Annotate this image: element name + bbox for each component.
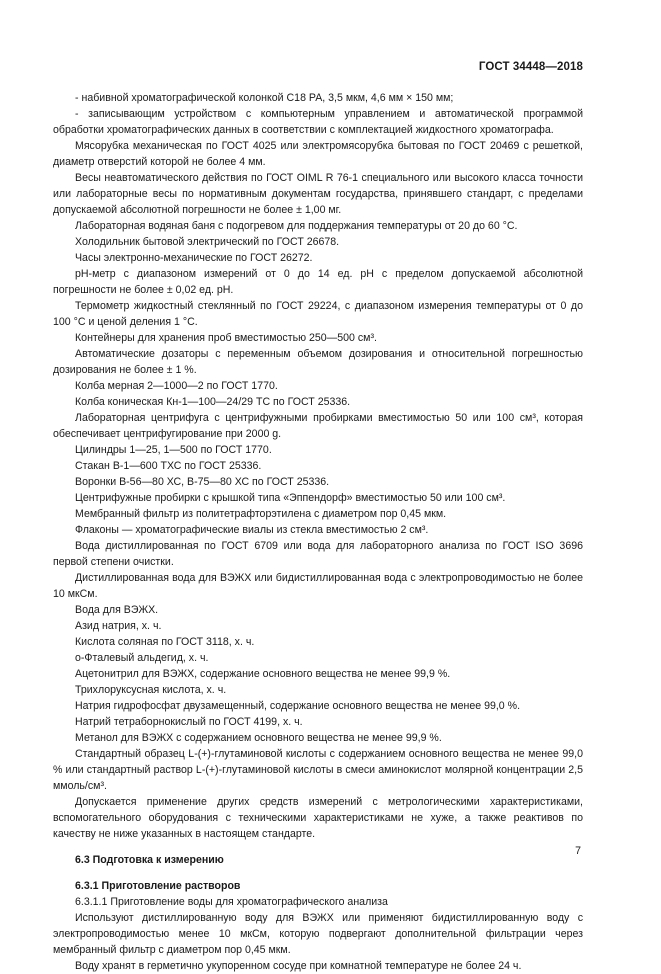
- document-paragraph: Кислота соляная по ГОСТ 3118, х. ч.: [75, 636, 255, 648]
- document-paragraph: - набивной хроматографической колонкой C18 PA, 3,5 мкм, 4,6 мм × 150 мм;: [75, 92, 454, 104]
- document-paragraph: Термометр жидкостный стеклянный по ГОСТ 29224, с диапазоном измерения температуры от 0 до 100 °С и ценой деления 1 °С.: [53, 300, 583, 328]
- document-paragraph: Часы электронно-механические по ГОСТ 26272.: [75, 252, 313, 264]
- document-paragraph: Вода дистиллированная по ГОСТ 6709 или вода для лабораторного анализа по ГОСТ ISO 3696 первой степени очистки.: [53, 540, 583, 568]
- subsection-heading: 6.3.1 Приготовление растворов: [75, 880, 241, 892]
- document-paragraph: Цилиндры 1—25, 1—500 по ГОСТ 1770.: [75, 444, 272, 456]
- document-paragraph: Стакан В-1—600 ТХС по ГОСТ 25336.: [75, 460, 262, 472]
- document-paragraph: Натрий тетраборнокислый по ГОСТ 4199, х. ч.: [75, 716, 303, 728]
- document-paragraph: Трихлоруксусная кислота, х. ч.: [75, 684, 227, 696]
- document-paragraph: Стандартный образец L-(+)-глутаминовой кислоты с содержанием основного вещества не менее 99,0 % или стандартный раствор L-(+)-глутаминовой кислоты в смеси аминокислот молярной концентрации 2,5 ммоль/см³.: [53, 748, 583, 792]
- document-paragraph: Метанол для ВЭЖХ с содержанием основного вещества не менее 99,9 %.: [75, 732, 442, 744]
- document-paragraph: - записывающим устройством с компьютерным управлением и автоматической программой обработки хроматографических данных в соответствии с комплектацией жидкостного хроматографа.: [53, 108, 583, 136]
- document-paragraph: Колба мерная 2—1000—2 по ГОСТ 1770.: [75, 380, 278, 392]
- document-paragraph: Автоматические дозаторы с переменным объемом дозирования и относительной погрешностью дозирования не более ± 1 %.: [53, 348, 583, 376]
- page-number: 7: [575, 845, 581, 857]
- document-id-header: ГОСТ 34448—2018: [478, 61, 583, 73]
- equipment-list: [53, 90, 583, 842]
- document-paragraph: Мембранный фильтр из политетрафторэтилена с диаметром пор 0,45 мкм.: [75, 508, 447, 520]
- subsubsection-heading: 6.3.1.1 Приготовление воды для хроматографического анализа: [75, 896, 388, 908]
- document-paragraph: Контейнеры для хранения проб вместимостью 250—500 см³.: [75, 332, 377, 344]
- document-paragraph: Центрифужные пробирки с крышкой типа «Эппендорф» вместимостью 50 или 100 см³.: [75, 492, 506, 504]
- document-body: [53, 90, 583, 974]
- document-paragraph: pH-метр с диапазоном измерений от 0 до 14 ед. pH с пределом допускаемой абсолютной погрешности не более ± 0,02 ед. pH.: [53, 268, 583, 296]
- document-paragraph: Натрия гидрофосфат двузамещенный, содержание основного вещества не менее 99,0 %.: [75, 700, 521, 712]
- section-heading: 6.3 Подготовка к измерению: [75, 854, 224, 866]
- section-paragraph: Воду хранят в герметично укупоренном сосуде при комнатной температуре не более 24 ч.: [75, 960, 522, 972]
- document-paragraph: о-Фталевый альдегид, х. ч.: [75, 652, 209, 664]
- document-paragraph: Мясорубка механическая по ГОСТ 4025 или электромясорубка бытовая по ГОСТ 20469 с решеткой, диаметр отверстий которой не более 4 мм.: [53, 140, 583, 168]
- document-paragraph: Вода для ВЭЖХ.: [75, 604, 159, 616]
- section-paragraph: Используют дистиллированную воду для ВЭЖХ или применяют бидистиллированную воду с электропроводимостью менее 10 мкСм, которую подвергают дополнительной фильтрации через мембранный фильтр с диаметром пор 0,45 мкм.: [53, 912, 583, 956]
- document-paragraph: Колба коническая Кн-1—100—24/29 ТС по ГОСТ 25336.: [75, 396, 351, 408]
- document-paragraph: Дистиллированная вода для ВЭЖХ или бидистиллированная вода с электропроводимостью не более 10 мкСм.: [53, 572, 583, 600]
- document-paragraph: Азид натрия, х. ч.: [75, 620, 162, 632]
- document-paragraph: Лабораторная водяная баня с подогревом для поддержания температуры от 20 до 60 °С.: [75, 220, 518, 232]
- document-paragraph: Лабораторная центрифуга с центрифужными пробирками вместимостью 50 или 100 см³, которая обеспечивает центрифугирование при 2000 g.: [53, 412, 583, 440]
- document-paragraph: Холодильник бытовой электрический по ГОСТ 26678.: [75, 236, 340, 248]
- document-paragraph: Ацетонитрил для ВЭЖХ, содержание основного вещества не менее 99,9 %.: [75, 668, 451, 680]
- document-paragraph: Флаконы — хроматографические виалы из стекла вместимостью 2 см³.: [75, 524, 429, 536]
- document-paragraph: Допускается применение других средств измерений с метрологическими характеристиками, вспомогательного оборудования с техническими характеристиками не хуже, а также реактивов по качеству не ниже указанных в настоящем стандарте.: [53, 796, 583, 840]
- document-paragraph: Воронки В-56—80 ХС, В-75—80 ХС по ГОСТ 25336.: [75, 476, 330, 488]
- document-paragraph: Весы неавтоматического действия по ГОСТ OIML R 76-1 специального или высокого класса точности или лабораторные весы по нормативным документам государства, принявшего стандарт, с пределами допускаемой абсолютной погрешности не более ± 1,00 мг.: [53, 172, 583, 216]
